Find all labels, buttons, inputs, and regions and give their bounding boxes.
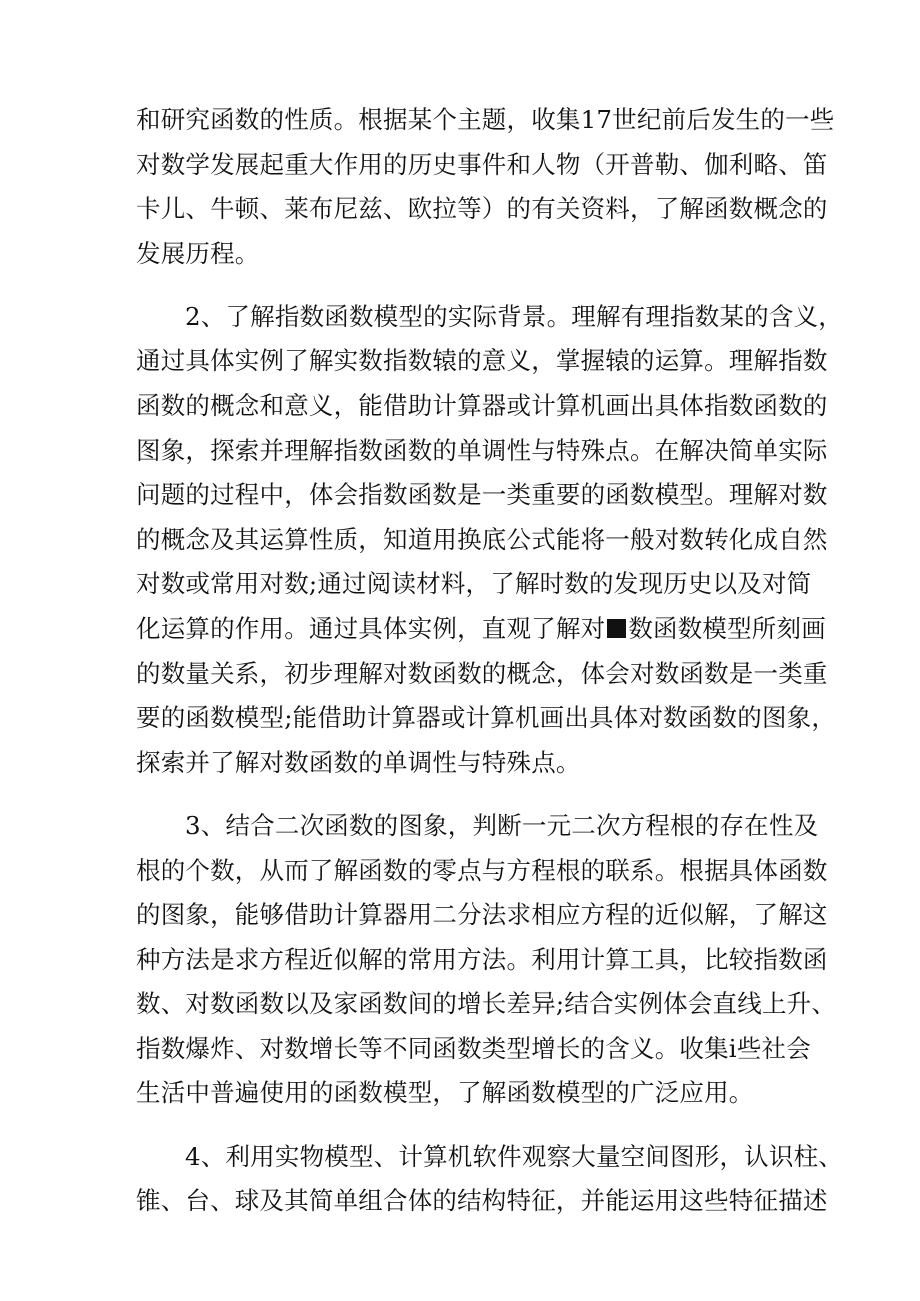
text-line: 和研究函数的性质。根据某个主题，收集17世纪前后发生的一些	[136, 105, 835, 134]
text-line: 3、结合二次函数的图象，判断一元二次方程根的存在性及	[185, 810, 819, 840]
text-line: 的数量关系，初步理解对数函数的概念，体会对数函数是一类重	[136, 658, 828, 688]
text-line: 对数学发展起重大作用的历史事件和人物（开普勒、伽利略、笛	[136, 149, 828, 179]
text-line: 的图象，能够借助计算器用二分法求相应方程的近似解，了解这	[136, 900, 828, 930]
text-line: 卡儿、牛顿、莱布尼兹、欧拉等）的有关资料，了解函数概念的	[136, 194, 828, 224]
text-line: 函数的概念和意义，能借助计算器或计算机画出具体指数函数的	[136, 391, 828, 421]
text-line: 指数爆炸、对数增长等不同函数类型增长的含义。收集i些社会	[136, 1033, 811, 1063]
text-line: 发展历程。	[136, 238, 260, 268]
text-line: 锥、台、球及其简单组合体的结构特征，并能运用这些特征描述	[136, 1186, 828, 1216]
paragraph-quadratic-roots	[136, 804, 837, 1116]
text-segment: 数函数模型所刻画	[628, 614, 826, 644]
text-line: 图象，探索并理解指数函数的单调性与特殊点。在解决简单实际	[136, 435, 828, 465]
text-line: 问题的过程中，体会指数函数是一类重要的函数模型。理解对数	[136, 480, 828, 510]
text-line: 根的个数，从而了解函数的零点与方程根的联系。根据具体函数	[136, 855, 828, 885]
paragraph-function-history	[136, 98, 835, 276]
text-segment: 化运算的作用。通过具体实例，直观了解对	[136, 614, 606, 644]
text-line: 4、利用实物模型、计算机软件观察大量空间图形，认识柱、	[185, 1141, 843, 1171]
text-line: 探索并了解对数函数的单调性与特殊点。	[136, 747, 581, 777]
text-line-with-mark	[136, 607, 826, 652]
text-line: 的概念及其运算性质，知道用换底公式能将一般对数转化成自然	[136, 524, 828, 554]
text-line: 2、了解指数函数模型的实际背景。理解有理指数某的含义，	[185, 301, 843, 331]
text-line: 种方法是求方程近似解的常用方法。利用计算工具，比较指数函	[136, 944, 828, 974]
text-line: 通过具体实例了解实数指数辕的意义，掌握辕的运算。理解指数	[136, 346, 828, 376]
text-line: 数、对数函数以及家函数间的增长差异;结合实例体会直线上升、	[136, 989, 837, 1019]
text-line: 生活中普遍使用的函数模型，了解函数模型的广泛应用。	[136, 1078, 754, 1108]
document-body	[136, 98, 843, 1242]
text-line: 要的函数模型;能借助计算器或计算机画出具体对数函数的图象，	[136, 703, 837, 733]
paragraph-exponential-logarithmic	[136, 295, 843, 786]
paragraph-spatial-figures	[136, 1135, 843, 1224]
black-square-icon	[607, 619, 626, 638]
text-line: 对数或常用对数;通过阅读材料，了解时数的发现历史以及对简	[136, 569, 812, 599]
